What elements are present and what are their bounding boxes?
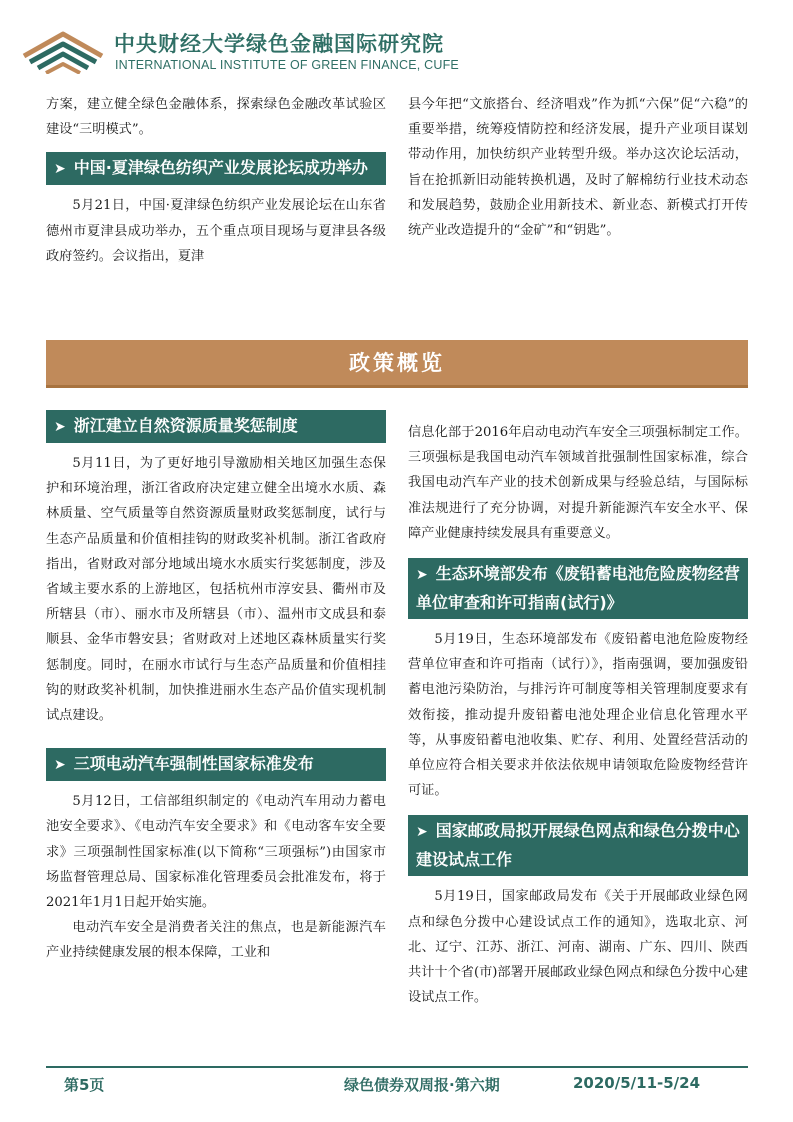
section-heading-zhejiang: [46, 410, 386, 443]
wave-logo-icon: [22, 26, 104, 74]
top-right-column: [408, 92, 748, 243]
chevron-right-icon: ➤: [54, 757, 66, 774]
paragraph: 5月11日，为了更好地引导激励相关地区加强生态保护和环境治理，浙江省政府决定建立健全出境水水质、森林质量、空气质量等自然资源质量财政奖惩制度，试行与生态产品质量和价值相挂钩的财政奖补机制。浙江省政府指出，省财政对部分地域出境水水质实行奖惩制度，涉及省域主要水系的上游地区，包括杭州市淳安县、衢州市及所辖县（市）、丽水市及所辖县（市）、温州市文成县和泰顺县、金华市磐安县；省财政对上述地区森林质量实行奖惩制度。同时，在丽水市试行与生态产品质量和价值相挂钩的财政奖补机制，加快推进丽水生态产品价值实现机制试点建设。: [46, 456, 386, 724]
chevron-right-icon: ➤: [54, 161, 66, 178]
section-heading-xiajin: [46, 152, 386, 185]
section-title: 三项电动汽车强制性国家标准发布: [73, 754, 314, 774]
org-name-en: INTERNATIONAL INSTITUTE OF GREEN FINANCE, CUFE: [115, 58, 459, 72]
section-heading-ev-standards: [46, 748, 386, 781]
paragraph-continuation: 县今年把“文旅搭台、经济唱戏”作为抓“六保”促“六稳”的重要举措，统筹疫情防控和经济发展，提升产业项目谋划带动作用，加快纺织产业转型升级。举办这次论坛活动，旨在抢抓新旧动能转换机遇，及时了解棉纺行业技术动态和发展趋势，鼓励企业用新技术、新业态、新模式打开传统产业改造提升的“金矿”和“钥匙”。: [408, 97, 748, 239]
paragraph: 电动汽车安全是消费者关注的焦点，也是新能源汽车产业持续健康发展的根本保障，工业和: [46, 920, 386, 961]
top-left-column: [46, 92, 386, 269]
section-banner-policy-overview: 政策概览: [46, 340, 748, 388]
section-heading-lead-battery: [408, 558, 748, 619]
paragraph-continuation: 方案，建立健全绿色金融体系，探索绿色金融改革试验区建设“三明模式”。: [46, 97, 386, 138]
section-heading-postal: [408, 815, 748, 876]
paragraph: 5月19日，国家邮政局发布《关于开展邮政业绿色网点和绿色分拨中心建设试点工作的通知》，选取北京、河北、辽宁、江苏、浙江、河南、湖南、广东、四川、陕西共计十个省(市)部署开展邮政业绿色网点和绿色分拨中心建设试点工作。: [408, 889, 748, 1006]
right-column: [408, 420, 748, 1010]
section-title: 浙江建立自然资源质量奖惩制度: [73, 416, 298, 435]
paragraph: 5月21日，中国·夏津绿色纺织产业发展论坛在山东省德州市夏津县成功举办，五个重点项目现场与夏津县各级政府签约。会议指出，夏津: [46, 198, 386, 264]
paragraph-continuation: 信息化部于2016年启动电动汽车安全三项强标制定工作。三项强标是我国电动汽车领域首批强制性国家标准，综合我国电动汽车产业的技术创新成果与经验总结，与国际标准法规进行了充分协调，对提升新能源汽车安全水平、保障产业健康持续发展具有重要意义。: [408, 425, 748, 541]
footer-divider: [46, 1066, 748, 1068]
footer-date: 2020/5/11-5/24: [573, 1074, 701, 1092]
paragraph: 5月12日，工信部组织制定的《电动汽车用动力蓄电池安全要求》、《电动汽车安全要求》和《电动客车安全要求》三项强制性国家标准(以下简称“三项强标”)由国家市场监督管理总局、国家标准化管理委员会批准发布，将于2021年1月1日起开始实施。: [46, 794, 386, 911]
page-header: [22, 18, 772, 80]
left-column: [46, 410, 386, 966]
chevron-right-icon: ➤: [54, 419, 66, 435]
footer-issue: 绿色债券双周报·第六期: [344, 1076, 500, 1094]
chevron-right-icon: ➤: [416, 567, 428, 584]
section-title: 生态环境部发布《废铅蓄电池危险废物经营单位审查和许可指南(试行)》: [416, 564, 740, 613]
section-title: 国家邮政局拟开展绿色网点和绿色分拨中心建设试点工作: [416, 821, 740, 870]
section-title: 中国·夏津绿色纺织产业发展论坛成功举办: [73, 158, 368, 178]
org-name-cn: 中央财经大学绿色金融国际研究院: [114, 32, 444, 56]
paragraph: 5月19日，生态环境部发布《废铅蓄电池危险废物经营单位审查和许可指南（试行）》，指南强调，要加强废铅蓄电池污染防治，与排污许可制度等相关管理制度要求有效衔接，推动提升废铅蓄电池处理企业信息化管理水平等，从事废铅蓄电池收集、贮存、利用、处置经营活动的单位应符合相关要求并依法依规申请领取危险废物经营许可证。: [408, 632, 748, 799]
chevron-right-icon: ➤: [416, 824, 428, 841]
footer-page-number: 第5页: [64, 1076, 105, 1094]
